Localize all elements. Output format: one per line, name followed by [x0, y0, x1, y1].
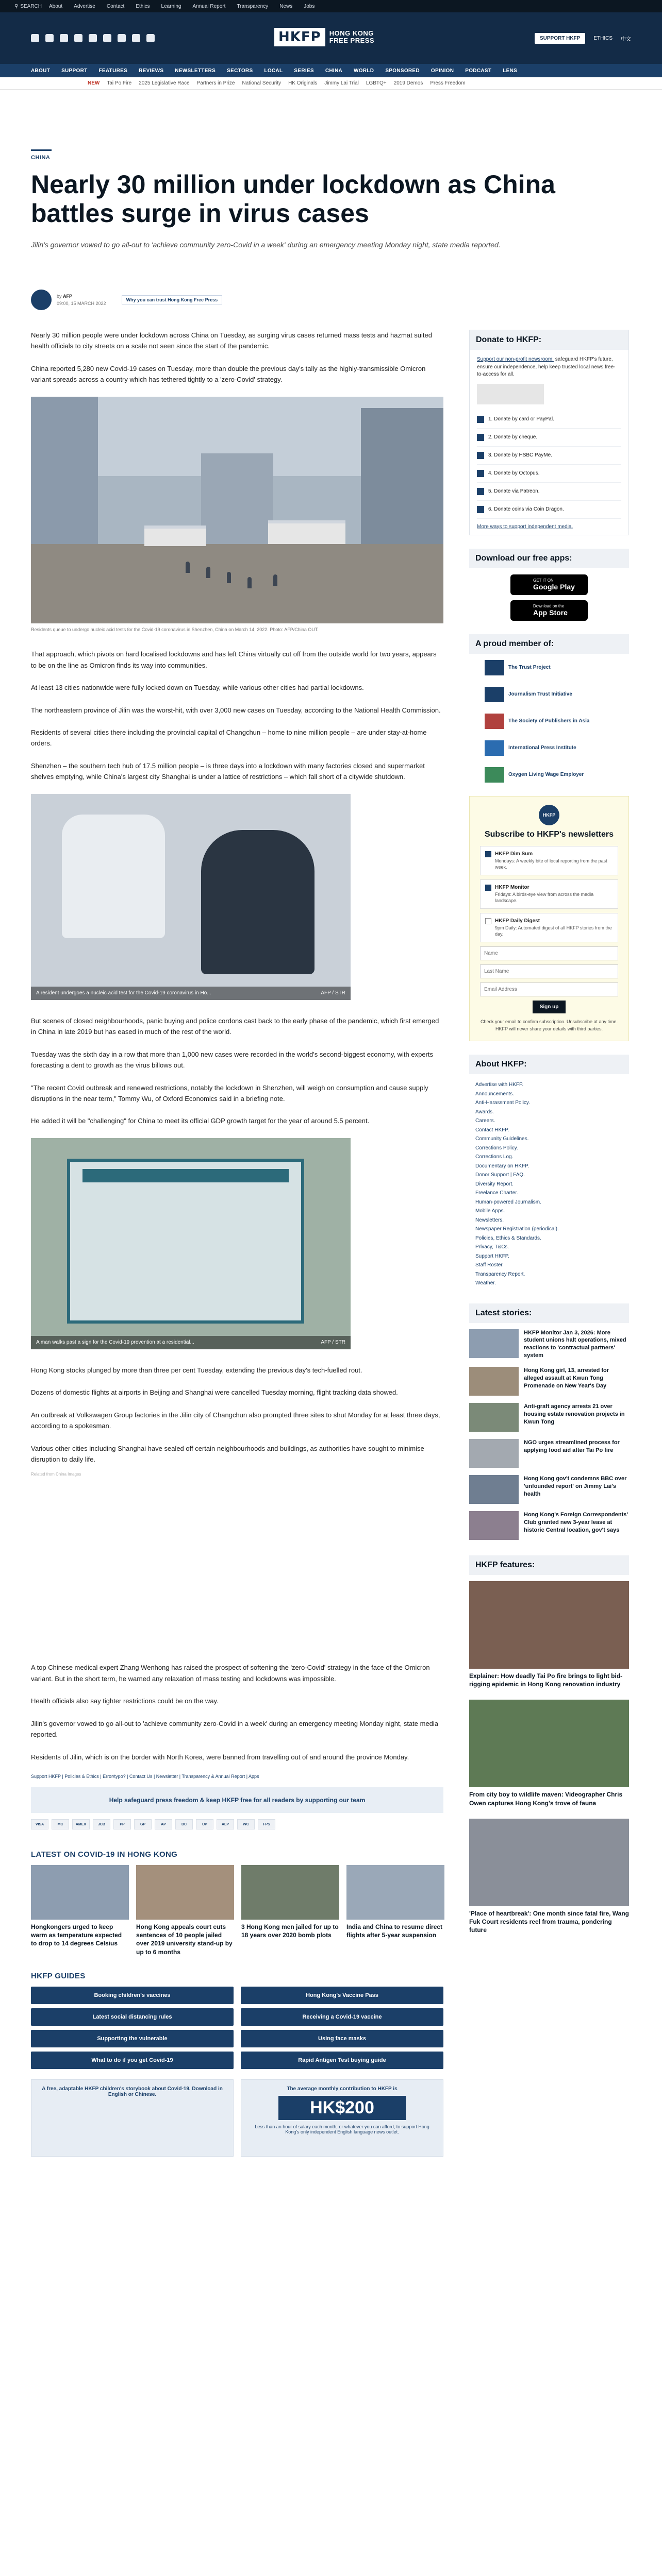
about-link[interactable]: Newspaper Registration (periodical).	[475, 1226, 559, 1232]
latest-title: HKFP Monitor Jan 3, 2026: More student unions halt operations, mixed reactions to 'contractual partners' system	[524, 1329, 626, 1359]
about-title: About HKFP:	[469, 1055, 629, 1074]
latest-thumbnail	[469, 1329, 519, 1358]
payment-card-icon: UP	[196, 1819, 213, 1829]
trending-item[interactable]: Jimmy Lai Trial	[324, 80, 359, 86]
top-utility-bar	[0, 0, 662, 12]
payment-card-icon: WC	[237, 1819, 255, 1829]
donate-option-label: 3. Donate by HSBC PayMe.	[488, 452, 552, 458]
related-story[interactable]	[136, 1865, 234, 1956]
mastodon-icon[interactable]	[103, 34, 111, 42]
about-link[interactable]: Newsletters.	[475, 1217, 504, 1223]
payment-card-icon: JCB	[93, 1819, 110, 1829]
member-logo[interactable]	[485, 687, 614, 702]
checkbox-checked[interactable]	[485, 885, 491, 891]
overlay-caption: A resident undergoes a nucleic acid test for the Covid-19 coronavirus in Ho...	[36, 990, 211, 996]
sidebar	[469, 330, 629, 1945]
trust-link[interactable]: Why you can trust Hong Kong Free Press	[122, 295, 223, 304]
promo-banners	[31, 2079, 443, 2157]
trending-item[interactable]: Partners in Prize	[196, 80, 235, 86]
newsletter-note: Check your email to confirm subscription. Unsubscribe at any time. HKFP will never share your details with third parties.	[480, 1019, 618, 1031]
google-play-badge[interactable]	[510, 574, 588, 595]
donate-icon	[477, 434, 484, 441]
app-store-badge[interactable]	[510, 600, 588, 621]
contribution-promo[interactable]	[241, 2079, 443, 2157]
twitter-icon[interactable]	[45, 34, 54, 42]
newsletter-option-title: HKFP Daily Digest	[495, 918, 540, 924]
donate-title: Donate to HKFP:	[470, 330, 628, 350]
search-button[interactable]	[14, 4, 42, 9]
logo-text	[329, 30, 374, 45]
members-title: A proud member of:	[469, 634, 629, 654]
member-logo[interactable]	[485, 767, 614, 783]
about-link[interactable]: Careers.	[475, 1118, 495, 1124]
logo-line1: HONG KONG	[329, 29, 374, 37]
overlay-credit: AFP / STR	[321, 1340, 345, 1346]
donate-option[interactable]	[477, 411, 621, 429]
payment-card-icon: MC	[52, 1819, 69, 1829]
instagram-icon[interactable]	[60, 34, 68, 42]
about-list	[469, 1080, 629, 1288]
youtube-icon[interactable]	[74, 34, 82, 42]
contribution-promo-bottom: Less than an hour of salary each month, or whatever you can afford, to support Hong Kong's only independent English language news outlet.	[255, 2124, 429, 2134]
site-logo[interactable]	[274, 28, 374, 46]
language-link[interactable]: 中文	[621, 37, 631, 42]
utility-link[interactable]: Annual Report	[192, 3, 226, 9]
donate-option-label: 5. Donate via Patreon.	[488, 488, 540, 494]
utility-link[interactable]: News	[279, 3, 293, 9]
name-field[interactable]	[480, 946, 618, 960]
about-link[interactable]: Diversity Report.	[475, 1181, 514, 1187]
utility-link[interactable]: About	[49, 3, 63, 9]
donate-icon	[477, 470, 484, 477]
search-icon: ⚲	[14, 3, 19, 9]
linkedin-icon[interactable]	[89, 34, 97, 42]
nav-item[interactable]: NEWSLETTERS	[175, 67, 216, 74]
photo-overlay	[31, 1336, 351, 1349]
newsletter-option[interactable]	[480, 879, 618, 909]
nav-item[interactable]: LENS	[503, 67, 518, 74]
guide-button[interactable]: Rapid Antigen Test buying guide	[241, 2052, 443, 2069]
related-section-title: LATEST ON COVID-19 IN HONG KONG	[31, 1850, 178, 1859]
donate-option[interactable]	[477, 429, 621, 447]
utility-link[interactable]: Jobs	[304, 3, 315, 9]
newsletter-logo: HKFP	[539, 805, 559, 825]
member-logo[interactable]	[485, 714, 614, 729]
checkbox-checked[interactable]	[485, 851, 491, 857]
app-store-small: Download on the	[533, 604, 565, 608]
donate-option[interactable]	[477, 483, 621, 501]
jti-logo	[485, 687, 504, 702]
related-stories	[31, 1865, 443, 1956]
trending-new-label: NEW	[88, 80, 100, 86]
related-source-note: Related from China Images	[31, 1472, 81, 1477]
donate-option-label: 2. Donate by cheque.	[488, 434, 538, 440]
related-story[interactable]	[31, 1865, 129, 1956]
article-paragraph: Dozens of domestic flights at airports in Beijing and Shanghai were cancelled Tuesday morning, flight tracking data showed.	[31, 1388, 398, 1397]
newsletter-option-title: HKFP Monitor	[495, 884, 529, 890]
byline	[31, 290, 222, 310]
latest-title: Latest stories:	[469, 1303, 629, 1323]
feature-story[interactable]	[469, 1700, 629, 1807]
member-name: International Press Institute	[508, 745, 576, 751]
utility-link[interactable]: Transparency	[237, 3, 269, 9]
donate-more-link[interactable]: More ways to support independent media.	[477, 523, 573, 530]
member-name: The Trust Project	[508, 665, 551, 670]
about-link[interactable]: Transparency Report.	[475, 1271, 525, 1277]
guide-button[interactable]: Booking children's vaccines	[31, 1987, 234, 2004]
donate-option[interactable]	[477, 501, 621, 519]
donate-icon	[477, 416, 484, 423]
latest-thumbnail	[469, 1511, 519, 1540]
trending-item[interactable]: Tai Po Fire	[107, 80, 132, 86]
sopa-logo	[485, 714, 504, 729]
related-thumbnail	[241, 1865, 339, 1920]
about-link[interactable]: Support HKFP.	[475, 1253, 509, 1259]
lead-photo	[31, 397, 443, 623]
email-field[interactable]	[480, 982, 618, 996]
member-name: Oxygen Living Wage Employer	[508, 772, 584, 777]
about-link[interactable]: Documentary on HKFP.	[475, 1163, 529, 1169]
article-paragraph: Tuesday was the sixth day in a row that more than 1,000 new cases were recorded in the world's second-biggest economy, with experts forecasting a dent to growth as the virus billows out.	[31, 1050, 433, 1070]
latest-thumbnail	[469, 1367, 519, 1396]
donate-option[interactable]	[477, 447, 621, 465]
header-actions	[535, 33, 631, 44]
article-paragraph: That approach, which pivots on hard localised lockdowns and has left China virtually cut off from the outside world for two years, appears to be on the line as Omicron finds its way into communities.	[31, 650, 437, 669]
latest-story[interactable]	[469, 1329, 629, 1360]
article-standfirst: Jilin's governor vowed to go all-out to 'achieve community zero-Covid in a week' during an emergency meeting Monday night, state media reported.	[31, 241, 501, 249]
inline-photo	[31, 794, 351, 1000]
payment-card-icon: AP	[155, 1819, 172, 1829]
nav-item[interactable]: ABOUT	[31, 67, 51, 74]
latest-title: Hong Kong gov't condemns BBC over 'unfounded report' on Jimmy Lai's health	[524, 1475, 627, 1497]
trending-item[interactable]: 2025 Legislative Race	[139, 80, 190, 86]
member-logo[interactable]	[485, 740, 614, 756]
article-body	[31, 330, 443, 2157]
email-icon[interactable]	[132, 34, 140, 42]
main-nav	[0, 64, 662, 77]
guides-grid	[31, 1987, 443, 2069]
about-link[interactable]: Policies, Ethics & Standards.	[475, 1235, 541, 1241]
member-logos	[469, 660, 629, 783]
related-thumbnail	[346, 1865, 444, 1920]
article-paragraph: An outbreak at Volkswagen Group factories in the Jilin city of Changchun also prompted three sites to shut Monday for at least three days, according to a spokesman.	[31, 1411, 440, 1430]
checkbox[interactable]	[485, 918, 491, 924]
feature-title: From city boy to wildlife maven: Videographer Chris Owen captures Hong Kong's trove of fauna	[469, 1791, 623, 1807]
author-name[interactable]: AFP	[63, 293, 73, 299]
newsletter-option[interactable]	[480, 913, 618, 942]
payment-card-icon: VISA	[31, 1819, 48, 1829]
related-story[interactable]	[241, 1865, 339, 1956]
guides-section-title: HKFP GUIDES	[31, 1971, 86, 1980]
newsletter-title: Subscribe to HKFP's newsletters	[484, 829, 614, 839]
about-link[interactable]: Corrections Log.	[475, 1154, 514, 1160]
about-link[interactable]: Contact HKFP.	[475, 1127, 509, 1133]
feature-story[interactable]	[469, 1819, 629, 1935]
trending-bar	[0, 77, 662, 90]
storybook-promo[interactable]	[31, 2079, 234, 2157]
google-play-small: GET IT ON	[533, 578, 554, 583]
article-paragraph: China reported 5,280 new Covid-19 cases on Tuesday, more than double the previous day's tally as the highly-transmissible Omicron variant spreads across a country which has tethered tightly to a 'zero-Covid' strategy.	[31, 364, 426, 384]
guide-button[interactable]: Latest social distancing rules	[31, 2008, 234, 2026]
newsletter-option-desc: 9pm Daily: Automated digest of all HKFP stories from the day.	[495, 925, 612, 937]
article-paragraph: The northeastern province of Jilin was the worst-hit, with over 3,000 new cases on Tuesday, according to the National Health Commission.	[31, 706, 441, 714]
article-paragraph: Various other cities including Shanghai have sealed off certain neighbourhoods and buildings, as authorities have sought to minimise disruption to daily life.	[31, 1444, 424, 1463]
related-title: India and China to resume direct flights after 5-year suspension	[346, 1923, 443, 1939]
newsletter-option-desc: Mondays: A weekly bite of local reporting from the past week.	[495, 858, 607, 870]
logo-line2: FREE PRESS	[329, 37, 375, 44]
latest-story[interactable]	[469, 1403, 629, 1432]
support-hkfp-button[interactable]: SUPPORT HKFP	[535, 33, 585, 44]
payment-card-icon: ALP	[217, 1819, 234, 1829]
feature-image	[469, 1700, 629, 1787]
related-story[interactable]	[346, 1865, 444, 1956]
article-paragraph: Health officials also say tighter restrictions could be on the way.	[31, 1697, 219, 1705]
related-title: 3 Hong Kong men jailed for up to 18 years over 2020 bomb plots	[241, 1923, 339, 1939]
photo-overlay	[31, 987, 351, 1000]
nav-item[interactable]: OPINION	[431, 67, 454, 74]
search-label: SEARCH	[20, 3, 42, 9]
feature-image	[469, 1581, 629, 1669]
member-name: Journalism Trust Initiative	[508, 691, 572, 697]
member-name: The Society of Publishers in Asia	[508, 718, 590, 724]
trending-item[interactable]: National Security	[242, 80, 282, 86]
trending-item[interactable]: 2019 Demos	[393, 80, 423, 86]
article-paragraph: Shenzhen – the southern tech hub of 17.5 million people – is three days into a lockdown with many factories closed and supermarket shelves emptying, while China's largest city Shanghai is under a lattice of restrictions – which fall short of a citywide shutdown.	[31, 761, 425, 781]
latest-title: Hong Kong girl, 13, arrested for alleged assault at Kwun Tong Promenade on New Year's Day	[524, 1367, 609, 1389]
guide-button[interactable]: What to do if you get Covid-19	[31, 2052, 234, 2069]
nav-item[interactable]: FEATURES	[98, 67, 128, 74]
latest-thumbnail	[469, 1475, 519, 1504]
ipi-logo	[485, 740, 504, 756]
related-thumbnail	[136, 1865, 234, 1920]
feature-image	[469, 1819, 629, 1906]
about-link[interactable]: Staff Roster.	[475, 1262, 504, 1268]
last-name-field[interactable]	[480, 964, 618, 978]
nav-item[interactable]: REVIEWS	[139, 67, 164, 74]
about-link[interactable]: Awards.	[475, 1109, 494, 1115]
latest-story[interactable]	[469, 1367, 629, 1396]
feature-story[interactable]	[469, 1581, 629, 1688]
latest-story[interactable]	[469, 1475, 629, 1504]
apps-title: Download our free apps:	[469, 549, 629, 568]
trending-item[interactable]: Press Freedom	[430, 80, 466, 86]
donate-banner-image[interactable]	[477, 384, 544, 404]
donate-icon	[477, 452, 484, 459]
storybook-promo-text: A free, adaptable HKFP children's storybook about Covid-19. Download in English or Chinese.	[42, 2086, 223, 2097]
inline-photo	[31, 1138, 351, 1349]
photo-caption: Residents queue to undergo nucleic acid tests for the Covid-19 coronavirus in Shenzhen, China on March 14, 2022. Photo: AFP/China OUT.	[31, 626, 319, 632]
about-link[interactable]: Privacy, T&Cs.	[475, 1244, 509, 1250]
donate-option-label: 6. Donate coins via Coin Dragon.	[488, 506, 564, 512]
kicker-rule	[31, 149, 52, 151]
facebook-icon[interactable]	[31, 34, 39, 42]
payment-card-icon: GP	[134, 1819, 152, 1829]
payment-card-icon: AMEX	[72, 1819, 90, 1829]
social-links	[31, 34, 155, 42]
nav-item[interactable]: SECTORS	[227, 67, 253, 74]
latest-title: Hong Kong's Foreign Correspondents' Club granted new 3-year lease at historic Central location, gov't says	[524, 1511, 628, 1533]
guide-button[interactable]: Using face masks	[241, 2030, 443, 2047]
feature-title: Explainer: How deadly Tai Po fire brings to light bid-rigging epidemic in Hong Kong renovation industry	[469, 1672, 623, 1688]
trending-item[interactable]: LGBTQ+	[366, 80, 387, 86]
donate-widget	[469, 330, 629, 535]
article-paragraph: Jilin's governor vowed to go all-out to 'achieve community zero-Covid in a week' during an emergency meeting Monday night, state media reported.	[31, 1719, 439, 1739]
features-title: HKFP features:	[469, 1555, 629, 1575]
donate-intro	[477, 356, 621, 379]
trust-project-logo	[485, 660, 504, 675]
member-logo[interactable]	[485, 660, 614, 675]
related-title: Hongkongers urged to keep warm as temperature expected to drop to 14 degrees Celsius	[31, 1923, 122, 1947]
latest-story[interactable]	[469, 1439, 629, 1468]
nav-item[interactable]: CHINA	[325, 67, 343, 74]
about-link[interactable]: Community Guidelines.	[475, 1136, 529, 1142]
payment-card-icon: FPS	[258, 1819, 275, 1829]
feature-title: 'Place of heartbreak': One month since fatal fire, Wang Fuk Court residents reel from trauma, pondering future	[469, 1909, 630, 1934]
utility-link[interactable]: Contact	[106, 3, 125, 9]
logo-mark: HKFP	[274, 28, 325, 46]
utility-link[interactable]: Learning	[161, 3, 181, 9]
oxygen-logo	[485, 767, 504, 783]
embed-placeholder	[31, 1492, 443, 1662]
guide-button[interactable]: Hong Kong's Vaccine Pass	[241, 1987, 443, 2004]
ethics-link[interactable]: ETHICS	[593, 36, 613, 41]
nav-item[interactable]: WORLD	[354, 67, 374, 74]
guide-button[interactable]: Supporting the vulnerable	[31, 2030, 234, 2047]
about-link[interactable]: Human-powered Journalism.	[475, 1199, 541, 1205]
support-callout[interactable]: Help safeguard press freedom & keep HKFP free for all readers by supporting our team	[31, 1787, 443, 1813]
payment-card-icon: PP	[113, 1819, 131, 1829]
nav-item[interactable]: LOCAL	[264, 67, 283, 74]
related-title: Hong Kong appeals court cuts sentences of 10 people jailed over 2019 university stand-up by up to 6 months	[136, 1923, 233, 1956]
guide-button[interactable]: Receiving a Covid-19 vaccine	[241, 2008, 443, 2026]
about-link[interactable]: Announcements.	[475, 1091, 515, 1097]
google-play-big: Google Play	[533, 583, 575, 591]
latest-title: Anti-graft agency arrests 21 over housing estate renovation projects in Kwun Tong	[524, 1403, 625, 1425]
newsletter-widget	[469, 796, 629, 1042]
nav-item[interactable]: SUPPORT	[61, 67, 88, 74]
newsletter-option[interactable]	[480, 846, 618, 875]
site-header	[0, 12, 662, 64]
donate-option-label: 4. Donate by Octopus.	[488, 470, 540, 476]
about-link[interactable]: Corrections Policy.	[475, 1145, 518, 1151]
telegram-icon[interactable]	[118, 34, 126, 42]
author-avatar	[31, 290, 52, 310]
payment-methods	[31, 1819, 443, 1829]
app-store-big: App Store	[533, 608, 568, 617]
donate-option[interactable]	[477, 465, 621, 483]
donate-option-label: 1. Donate by card or PayPal.	[488, 416, 554, 422]
support-links[interactable]: Support HKFP | Policies & Ethics | Error/typo? | Contact Us | Newsletter | Transparency & Annual Report | Apps	[31, 1774, 259, 1780]
contribution-promo-top: The average monthly contribution to HKFP is	[287, 2086, 398, 2092]
article-paragraph: "The recent Covid outbreak and renewed restrictions, notably the lockdown in Shenzhen, will weigh on consumption and cause supply disruptions in the near term," Tommy Wu, of Oxford Economics said in a briefing note.	[31, 1083, 428, 1103]
publish-date: 09:00, 15 MARCH 2022	[57, 301, 106, 306]
latest-thumbnail	[469, 1403, 519, 1432]
nav-item[interactable]: PODCAST	[465, 67, 492, 74]
donate-intro-link[interactable]: Support our non-profit newsroom:	[477, 357, 554, 362]
about-link[interactable]: Freelance Charter.	[475, 1190, 518, 1196]
about-link[interactable]: Donor Support | FAQ.	[475, 1172, 525, 1178]
article-category[interactable]: CHINA	[31, 155, 51, 161]
donate-icon	[477, 488, 484, 495]
about-link[interactable]: Anti-Harassment Policy.	[475, 1100, 530, 1106]
donate-intro-text: safeguard HKFP's future, ensure our independence, help keep trusted local news free-to-access for all.	[477, 357, 616, 377]
about-link[interactable]: Mobile Apps.	[475, 1208, 505, 1214]
article-headline: Nearly 30 million under lockdown as China battles surge in virus cases	[31, 170, 555, 228]
article-paragraph: But scenes of closed neighbourhoods, panic buying and police cordons cast back to the early phase of the pandemic, which first emerged in China in late 2019 but has eased in much of the rest of the world.	[31, 1016, 439, 1036]
article-paragraph: Residents of Jilin, which is on the border with North Korea, were banned from travelling out of and around the province Monday.	[31, 1753, 409, 1761]
utility-link[interactable]: Ethics	[136, 3, 150, 9]
nav-item[interactable]: SPONSORED	[385, 67, 420, 74]
donate-icon	[477, 506, 484, 513]
article-paragraph: He added it will be "challenging" for China to meet its official GDP growth target for the year of around 5.5 percent.	[31, 1117, 370, 1125]
article-paragraph: Nearly 30 million people were under lockdown across China on Tuesday, as surging virus cases returned mass tests and hazmat suited health officials to city streets on a scale not seen since the start of the pandemic.	[31, 331, 432, 350]
signup-button[interactable]: Sign up	[533, 1001, 566, 1013]
utility-links	[49, 4, 315, 9]
byline-meta: by AFP 09:00, 15 MARCH 2022	[57, 293, 106, 306]
nav-item[interactable]: SERIES	[294, 67, 314, 74]
contribution-amount: HK$200	[278, 2096, 406, 2120]
payment-card-icon: DC	[175, 1819, 193, 1829]
article-paragraph: At least 13 cities nationwide were fully locked down on Tuesday, while various other cities had partial lockdowns.	[31, 684, 364, 692]
newsletter-option-title: HKFP Dim Sum	[495, 851, 533, 857]
overlay-caption: A man walks past a sign for the Covid-19 prevention at a residential...	[36, 1340, 194, 1346]
trending-item[interactable]: HK Originals	[288, 80, 318, 86]
latest-story[interactable]	[469, 1511, 629, 1540]
overlay-credit: AFP / STR	[321, 990, 345, 996]
latest-stories	[469, 1329, 629, 1540]
about-link[interactable]: Advertise with HKFP.	[475, 1082, 524, 1088]
latest-thumbnail	[469, 1439, 519, 1468]
article-paragraph: A top Chinese medical expert Zhang Wenhong has raised the prospect of softening the 'zero-Covid' strategy in the face of the Omicron variant. But in the short term, he warned any relaxation of mass testing and lockdowns was impossible.	[31, 1664, 430, 1683]
about-link[interactable]: Weather.	[475, 1280, 496, 1286]
newsletter-option-desc: Fridays: A birds-eye view from across the media landscape.	[495, 891, 594, 904]
utility-link[interactable]: Advertise	[74, 3, 95, 9]
article-paragraph: Residents of several cities there including the provincial capital of Changchun – home to nine million people – are under stay-at-home orders.	[31, 728, 427, 748]
related-thumbnail	[31, 1865, 129, 1920]
latest-title: NGO urges streamlined process for applying food aid after Tai Po fire	[524, 1439, 620, 1453]
rss-icon[interactable]	[146, 34, 155, 42]
article-paragraph: Hong Kong stocks plunged by more than three per cent Tuesday, extending the previous day's tech-fuelled rout.	[31, 1366, 362, 1374]
